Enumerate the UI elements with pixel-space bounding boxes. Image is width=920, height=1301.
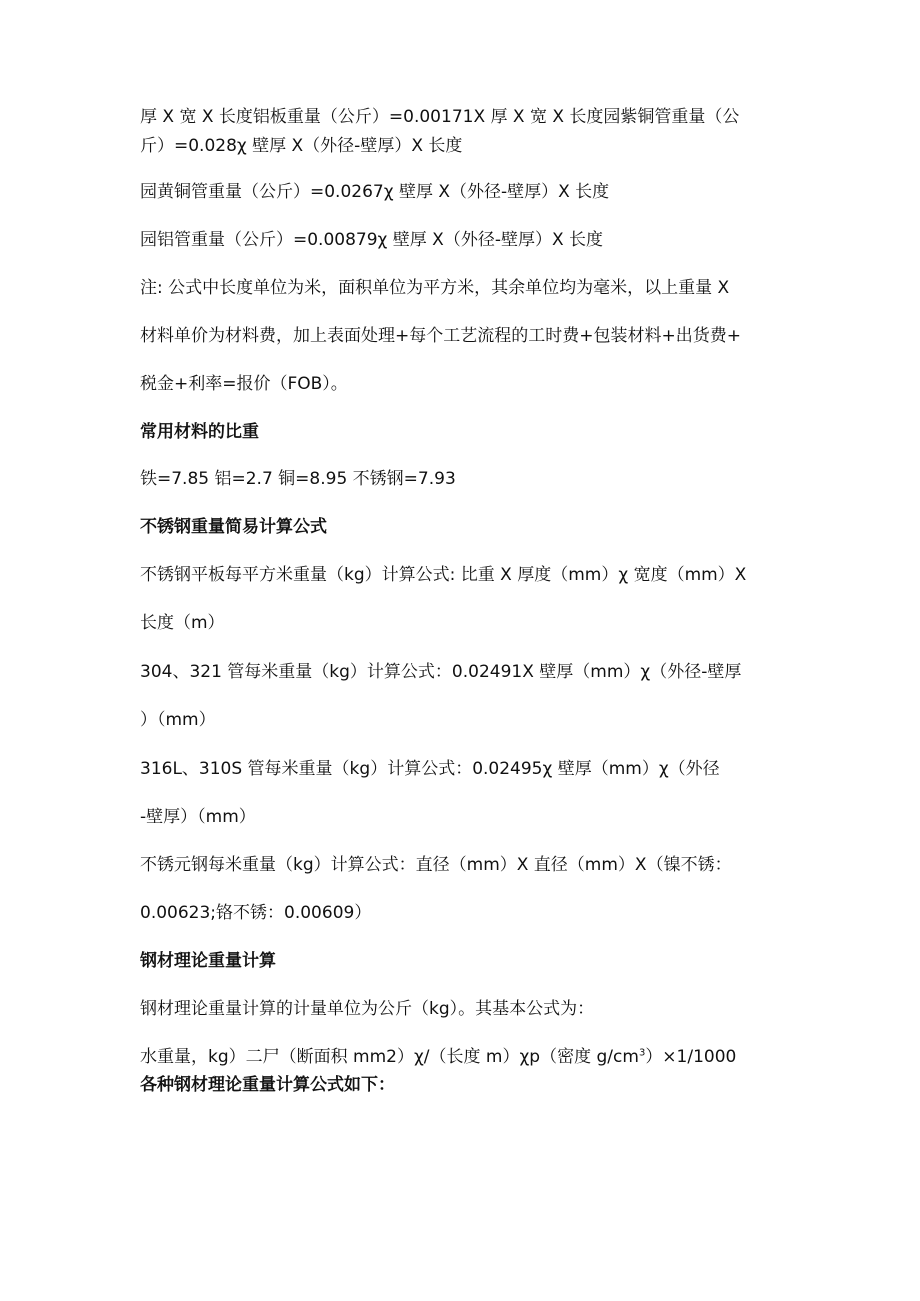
formula-superscript: 3 <box>638 1047 646 1059</box>
text-line-4: 园铝管重量（公斤）=0.00879χ 壁厚 X（外径-壁厚）X 长度 <box>140 230 604 250</box>
text-line-20: 钢材理论重量计算的计量单位为公斤（kg）。其基本公式为： <box>140 999 595 1019</box>
section-heading-steel-theory: 钢材理论重量计算 <box>140 951 276 971</box>
section-heading-specific-gravity: 常用材料的比重 <box>140 422 259 442</box>
text-line-1: 厚 X 宽 X 长度铝板重量（公斤）=0.00171X 厚 X 宽 X 长度园紫铜管重量（公 <box>140 107 740 127</box>
text-line-15: 316L、310S 管每米重量（kg）计算公式：0.02495χ 壁厚（mm）χ（外径 <box>140 759 720 779</box>
final-heading: 各种钢材理论重量计算公式如下： <box>140 1075 395 1095</box>
text-line-7: 税金+利率=报价（FOB）。 <box>140 374 348 394</box>
formula-tail-text: ）×1/1000 <box>645 1047 737 1067</box>
text-line-13: 304、321 管每米重量（kg）计算公式：0.02491X 壁厚（mm）χ（外径-壁厚 <box>140 662 742 682</box>
text-line-12: 长度（m） <box>140 613 225 633</box>
text-line-17: 不锈元钢每米重量（kg）计算公式：直径（mm）X 直径（mm）X（镍不锈： <box>140 855 732 875</box>
text-line-11: 不锈钢平板每平方米重量（kg）计算公式: 比重 X 厚度（mm）χ 宽度（mm）X <box>140 565 747 585</box>
text-line-16: -壁厚）（mm） <box>140 807 256 827</box>
text-line-5: 注: 公式中长度单位为米，面积单位为平方米，其余单位均为毫米，以上重量 X <box>140 278 730 298</box>
text-line-9: 铁=7.85 铝=2.7 铜=8.95 不锈钢=7.93 <box>140 469 456 489</box>
formula-main-text: 水重量，kg）二尸（断面积 mm2）χ/（长度 m）χp（密度 g/cm <box>140 1047 639 1067</box>
text-line-2: 斤）=0.028χ 壁厚 X（外径-壁厚）X 长度 <box>140 136 463 156</box>
text-line-3: 园黄铜管重量（公斤）=0.0267χ 壁厚 X（外径-壁厚）X 长度 <box>140 182 610 202</box>
text-line-6: 材料单价为材料费，加上表面处理+每个工艺流程的工时费+包装材料+出货费+ <box>140 326 741 346</box>
text-line-18: 0.00623;铬不锈：0.00609） <box>140 903 372 923</box>
text-line-14: ）（mm） <box>140 710 216 730</box>
section-heading-stainless-steel: 不锈钢重量简易计算公式 <box>140 517 327 537</box>
formula-line <box>140 1045 790 1069</box>
